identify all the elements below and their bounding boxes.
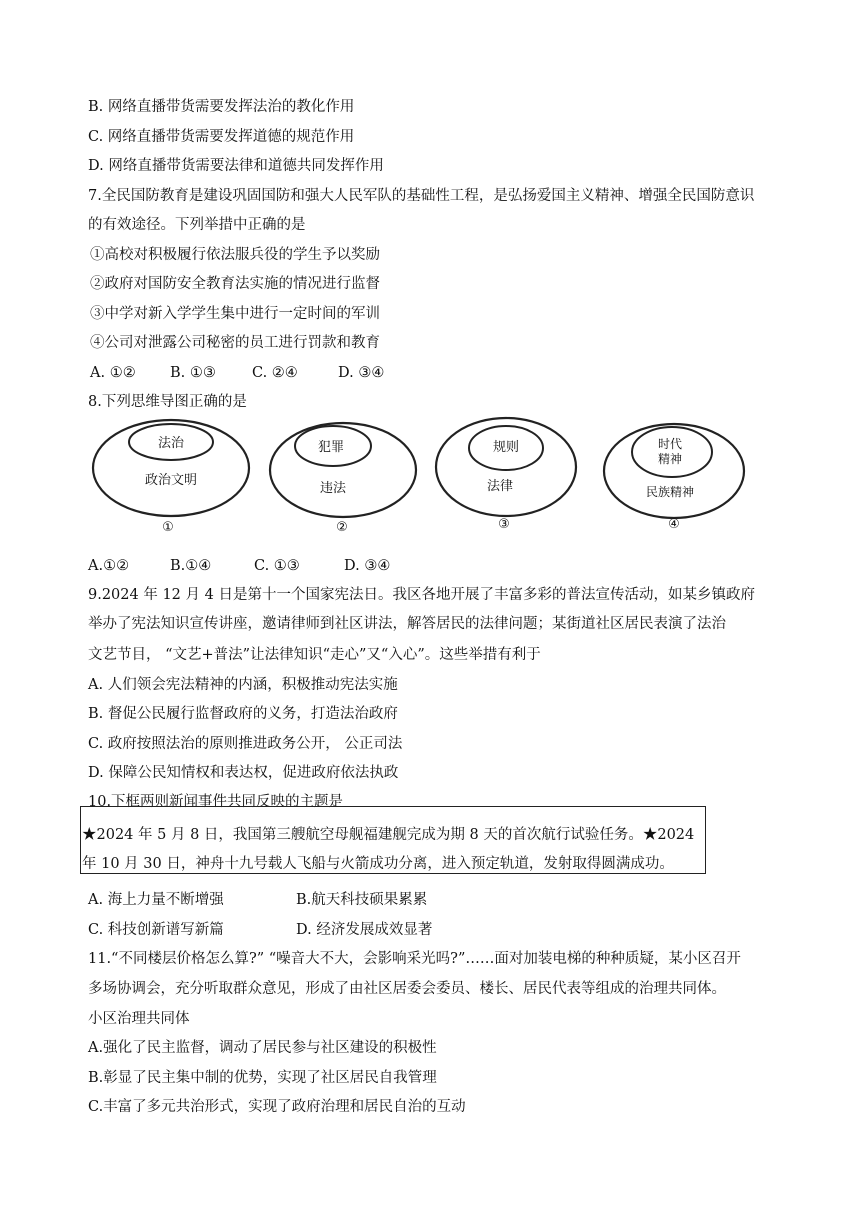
diagram-2-outer-circle bbox=[270, 423, 416, 517]
q11-option-c: C.丰富了多元共治形式，实现了政府治理和居民自治的互动 bbox=[88, 1099, 466, 1115]
q6-option-b: B. 网络直播带货需要发挥法治的教化作用 bbox=[88, 99, 355, 115]
q8-option-a: A.①② bbox=[88, 558, 130, 574]
q7-item-1: ①高校对积极履行依法服兵役的学生予以奖励 bbox=[90, 247, 380, 263]
q8-stem: 8.下列思维导图正确的是 bbox=[88, 394, 247, 410]
q8-diagram-svg bbox=[86, 418, 756, 538]
diagram-1-inner-label: 法治 bbox=[157, 436, 185, 451]
q7-stem-line1: 7.全民国防教育是建设巩固国防和强大人民军队的基础性工程，是弘扬爱国主义精神、增强全民国防意识 bbox=[88, 188, 755, 204]
q9-stem-line1: 9.2024 年 12 月 4 日是第十一个国家宪法日。我区各地开展了丰富多彩的普法宣传活动，如某乡镇政府 bbox=[88, 587, 755, 603]
q7-item-3: ③中学对新入学学生集中进行一定时间的军训 bbox=[90, 306, 380, 322]
q6-option-d: D. 网络直播带货需要法律和道德共同发挥作用 bbox=[88, 158, 384, 174]
q10-option-c: C. 科技创新谱写新篇 bbox=[88, 922, 224, 938]
q9-option-c: C. 政府按照法治的原则推进政务公开， 公正司法 bbox=[88, 736, 403, 752]
q8-options bbox=[88, 557, 390, 575]
diagram-1-outer-circle bbox=[93, 420, 249, 516]
diagram-4 bbox=[604, 424, 744, 532]
q10-option-b: B.航天科技硕果累累 bbox=[296, 892, 428, 908]
diagram-2-inner-label: 犯罪 bbox=[317, 440, 345, 455]
q7-item-2: ②政府对国防安全教育法实施的情况进行监督 bbox=[90, 276, 380, 292]
q10-option-d: D. 经济发展成效显著 bbox=[296, 922, 433, 938]
q10-news-line1: ★2024 年 5 月 8 日，我国第三艘航空母舰福建舰完成为期 8 天的首次航行试验任务。★2024 bbox=[82, 827, 695, 843]
q6-option-c: C. 网络直播带货需要发挥道德的规范作用 bbox=[88, 129, 355, 145]
diagram-3-inner-label: 规则 bbox=[492, 440, 520, 455]
q8-option-c: C. ①③ bbox=[254, 558, 300, 574]
diagram-2-number: ② bbox=[336, 520, 348, 535]
q7-stem-line2: 的有效途径。下列举措中正确的是 bbox=[88, 217, 306, 233]
diagram-2-outer-label: 违法 bbox=[319, 481, 347, 496]
q7-item-4: ④公司对泄露公司秘密的员工进行罚款和教育 bbox=[90, 335, 380, 351]
diagram-3-number: ③ bbox=[498, 517, 510, 532]
diagram-4-inner-label-line2: 精神 bbox=[657, 452, 683, 466]
q8-mind-maps bbox=[86, 418, 756, 538]
q11-stem-line1: 11.“不同楼层价格怎么算?” “噪音大不大，会影响采光吗?”……面对加装电梯的种种质疑，某小区召开 bbox=[88, 951, 741, 967]
q11-stem-line3: 小区治理共同体 bbox=[88, 1011, 190, 1027]
diagram-3 bbox=[436, 418, 576, 532]
q7-options bbox=[90, 364, 384, 382]
q9-option-a: A. 人们领会宪法精神的内涵，积极推动宪法实施 bbox=[88, 677, 398, 693]
diagram-4-outer-label: 民族精神 bbox=[645, 485, 695, 499]
diagram-4-number: ④ bbox=[668, 517, 680, 532]
q7-option-b: B. ①③ bbox=[170, 365, 216, 381]
diagram-1 bbox=[93, 420, 249, 535]
q7-option-d: D. ③④ bbox=[338, 365, 385, 381]
diagram-3-outer-circle bbox=[436, 418, 576, 516]
q10-news-line2: 年 10 月 30 日，神舟十九号载人飞船与火箭成功分离，进入预定轨道，发射取得圆满成功。 bbox=[82, 856, 674, 872]
diagram-1-number: ① bbox=[162, 520, 174, 535]
diagram-1-outer-label: 政治文明 bbox=[144, 473, 198, 488]
q7-option-a: A. ①② bbox=[90, 365, 136, 381]
q9-option-d: D. 保障公民知情权和表达权，促进政府依法执政 bbox=[88, 765, 399, 781]
diagram-3-outer-label: 法律 bbox=[486, 479, 514, 494]
q8-option-d: D. ③④ bbox=[344, 558, 391, 574]
q11-stem-line2: 多场协调会，充分听取群众意见，形成了由社区居委会委员、楼长、居民代表等组成的治理共同体。 bbox=[88, 981, 726, 997]
q10-stem: 10.下框两则新闻事件共同反映的主题是 bbox=[88, 794, 344, 810]
diagram-2 bbox=[270, 423, 416, 535]
q10-option-a: A. 海上力量不断增强 bbox=[88, 892, 224, 908]
q11-option-b: B.彰显了民主集中制的优势，实现了社区居民自我管理 bbox=[88, 1070, 437, 1086]
q7-option-c: C. ②④ bbox=[252, 365, 298, 381]
q11-option-a: A.强化了民主监督，调动了居民参与社区建设的积极性 bbox=[88, 1040, 437, 1056]
diagram-4-inner-label-line1: 时代 bbox=[657, 437, 683, 451]
q9-option-b: B. 督促公民履行监督政府的义务，打造法治政府 bbox=[88, 706, 398, 722]
q8-option-b: B.①④ bbox=[170, 558, 212, 574]
q9-stem-line2: 举办了宪法知识宣传讲座，邀请律师到社区讲法，解答居民的法律问题；某街道社区居民表演了法治 bbox=[88, 616, 726, 632]
q9-stem-line3: 文艺节目， “文艺+普法”让法律知识“走心”又“入心”。这些举措有利于 bbox=[88, 647, 541, 663]
